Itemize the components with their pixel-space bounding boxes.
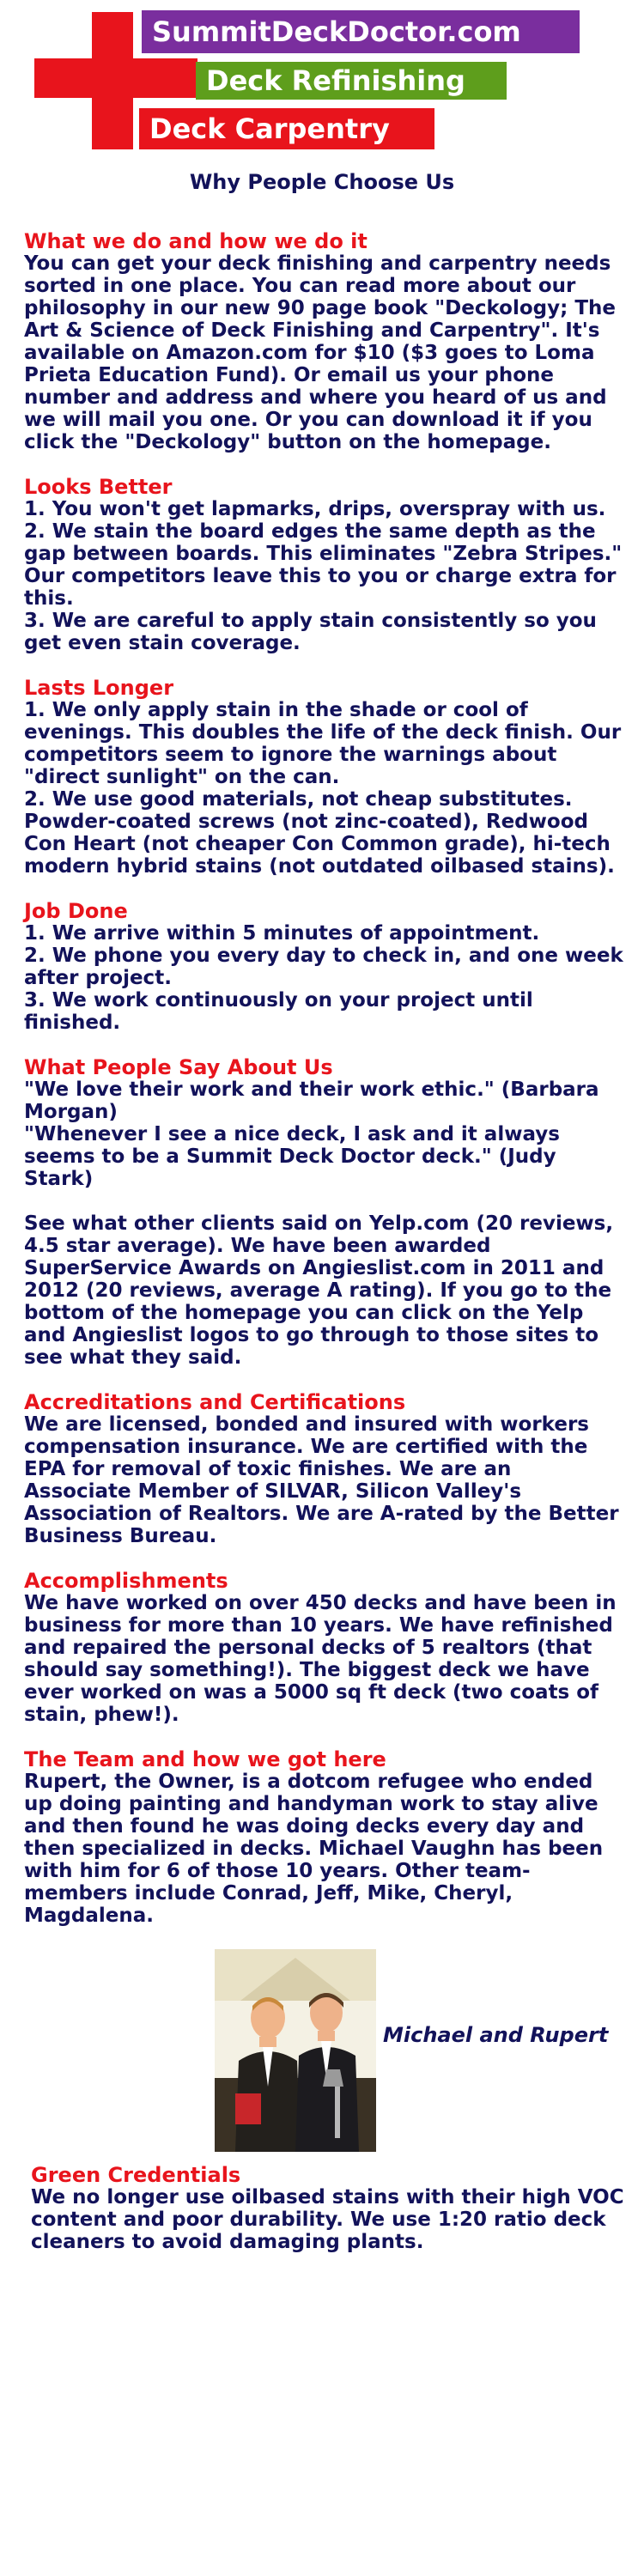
section-body: Rupert, the Owner, is a dotcom refugee who ended up doing painting and handyman work to stay alive and then found he was doing decks every day and then specialized in decks. Michael Vaughn has been with him for 6 of those 10 years. Other team-members include Conrad, Jeff, Mike, Cheryl, Magdalena.: [24, 1771, 604, 1927]
section-heading: What People Say About Us: [24, 1055, 333, 1079]
list-item: 1. You won't get lapmarks, drips, overspray with us.: [24, 498, 606, 520]
section-team: [24, 1748, 625, 1927]
section-heading: Accreditations and Certifications: [24, 1390, 406, 1414]
team-photo: [215, 1949, 376, 2152]
section-body: We are licensed, bonded and insured with workers compensation insurance. We are certified with the EPA for removal of toxic finishes. We are an Associate Member of SILVAR, Silicon Valley's Association of Realtors. We are A-rated by the Better Business Bureau.: [24, 1413, 619, 1547]
section-green-credentials: [24, 2164, 625, 2253]
site-name-link[interactable]: SummitDeckDoctor.com: [142, 10, 580, 53]
team-photo-image: [215, 1949, 376, 2152]
section-testimonials: [24, 1056, 625, 1369]
team-photo-row: [24, 1949, 625, 2155]
section-body: We no longer use oilbased stains with their high VOC content and poor durability. We use 1:20 ratio deck cleaners to avoid damaging plants.: [31, 2186, 624, 2253]
section-what-we-do: [24, 230, 625, 453]
section-heading: Accomplishments: [24, 1569, 228, 1593]
section-body: You can get your deck finishing and carpentry needs sorted in one place. You can read more about our philosophy in our new 90 page book "Deckology; The Art & Science of Deck Finishing and Carpentry". It's available on Amazon.com for $10 ($3 goes to Loma Prieta Education Fund). Or email us your phone number and address and where you heard of us and we will mail you one. Or you can download it if you click the "Deckology" button on the homepage.: [24, 252, 616, 453]
testimonial-quote: "We love their work and their work ethic." (Barbara Morgan): [24, 1078, 599, 1123]
section-accreditations: [24, 1391, 625, 1547]
photo-caption: Michael and Rupert: [383, 2023, 609, 2047]
list-item: 1. We only apply stain in the shade or cool of evenings. This doubles the life of the deck finish. Our competitors seem to ignore the warnings about "direct sunlight" on the can.: [24, 699, 622, 788]
section-heading: Looks Better: [24, 475, 173, 499]
section-heading: Lasts Longer: [24, 676, 174, 700]
section-heading: Green Credentials: [31, 2163, 241, 2187]
section-looks-better: [24, 476, 625, 654]
deck-carpentry-link[interactable]: Deck Carpentry: [139, 108, 434, 149]
site-header: [0, 0, 644, 159]
deck-refinishing-link[interactable]: Deck Refinishing: [196, 62, 507, 100]
section-body: See what other clients said on Yelp.com (20 reviews, 4.5 star average). We have been awarded SuperService Awards on Angieslist.com in 2011 and 2012 (20 reviews, average A rating). If you go to the bottom of the homepage you can click on the Yelp and Angieslist logos to go through to those sites to see what they said.: [24, 1212, 614, 1369]
list-item: 1. We arrive within 5 minutes of appointment.: [24, 922, 540, 945]
list-item: 3. We work continuously on your project until finished.: [24, 989, 533, 1034]
section-accomplishments: [24, 1570, 625, 1726]
red-cross-logo-bar: [34, 58, 197, 98]
section-heading: What we do and how we do it: [24, 229, 368, 253]
list-item: 2. We phone you every day to check in, and one week after project.: [24, 945, 623, 989]
section-job-done: [24, 900, 625, 1034]
section-body: We have worked on over 450 decks and have been in business for more than 10 years. We have refinished and repaired the personal decks of 5 realtors (that should say something!). The biggest deck we have ever worked on was a 5000 sq ft deck (two coats of stain, phew!).: [24, 1592, 617, 1726]
list-item: 2. We stain the board edges the same depth as the gap between boards. This eliminates "Zebra Stripes." Our competitors leave this to you or charge extra for this.: [24, 520, 623, 610]
page-tagline: Why People Choose Us: [189, 170, 455, 194]
list-item: 2. We use good materials, not cheap substitutes. Powder-coated screws (not zinc-coated), Redwood Con Heart (not cheaper Con Common grade), hi-tech modern hybrid stains (not outdated oilbased stains).: [24, 788, 615, 878]
main-content: [24, 230, 625, 2275]
testimonial-quote: "Whenever I see a nice deck, I ask and it always seems to be a Summit Deck Doctor deck." (Judy Stark): [24, 1123, 560, 1190]
section-heading: The Team and how we got here: [24, 1747, 386, 1771]
section-lasts-longer: [24, 677, 625, 878]
section-heading: Job Done: [24, 899, 128, 923]
list-item: 3. We are careful to apply stain consistently so you get even stain coverage.: [24, 610, 597, 654]
